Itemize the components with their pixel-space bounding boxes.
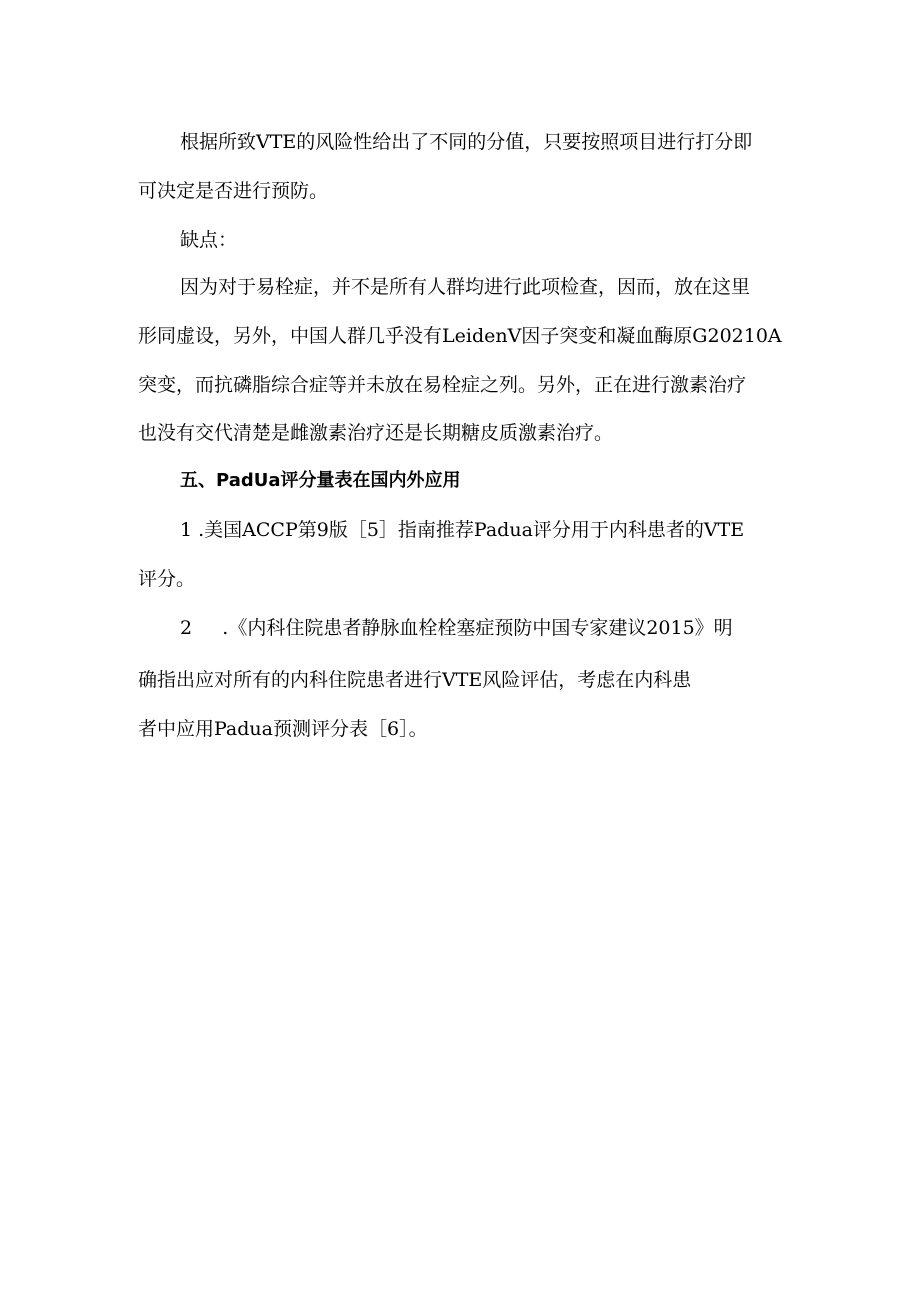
list-item-1-line-1: 1 .美国ACCP第9版［5］指南推荐Padua评分用于内科患者的VTE	[180, 519, 745, 541]
list-item-2-line-1: 2 .《内科住院患者静脉血栓栓塞症预防中国专家建议2015》明	[180, 617, 733, 639]
paragraph-3-line-1: 因为对于易栓症，并不是所有人群均进行此项检查，因而，放在这里	[180, 276, 751, 298]
paragraph-1-line-2: 可决定是否进行预防。	[138, 180, 329, 202]
paragraph-3-line-2: 形同虚设，另外，中国人群几乎没有LeidenV因子突变和凝血酶原G20210A	[138, 325, 782, 347]
list-item-2-line-2: 确指出应对所有的内科住院患者进行VTE风险评估，考虑在内科患	[138, 669, 692, 691]
paragraph-2: 缺点：	[180, 229, 238, 251]
paragraph-1-line-1: 根据所致VTE的风险性给出了不同的分值，只要按照项目进行打分即	[180, 131, 753, 153]
paragraph-3-line-3: 突变，而抗磷脂综合症等并未放在易栓症之列。另外，正在进行激素治疗	[138, 374, 747, 396]
paragraph-3-line-4: 也没有交代清楚是雌激素治疗还是长期糖皮质激素治疗。	[138, 422, 614, 444]
section-heading: 五、PadUa评分量表在国内外应用	[180, 470, 461, 491]
list-item-1-line-2: 评分。	[138, 568, 196, 590]
list-item-2-line-3: 者中应用Padua预测评分表［6］。	[138, 718, 428, 740]
